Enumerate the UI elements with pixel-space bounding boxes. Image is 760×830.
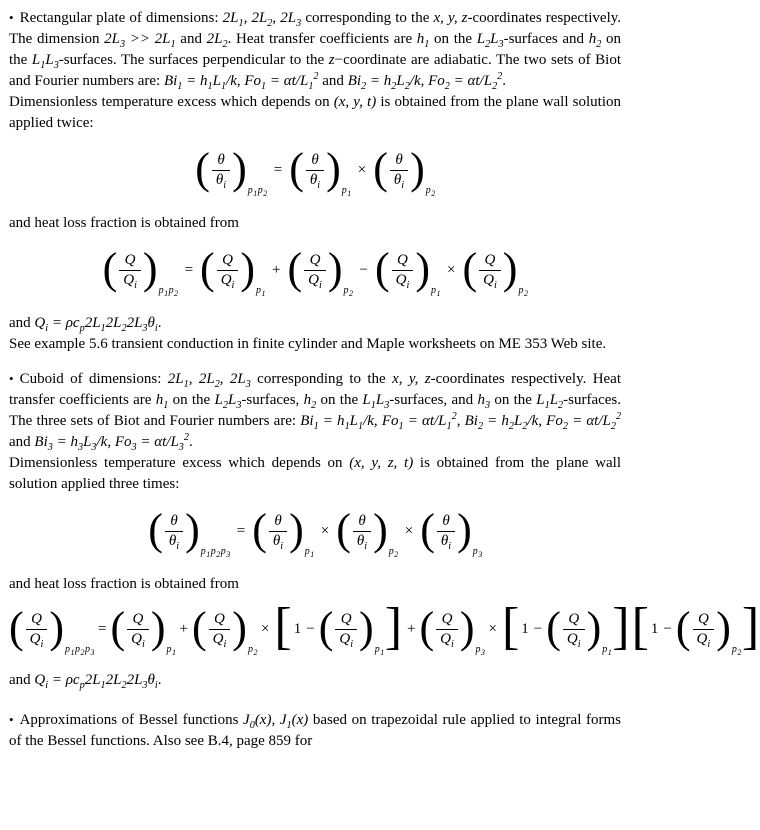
group-subscript: $p_3$: [472, 546, 483, 560]
fraction: [353, 512, 371, 551]
close-paren: ): [410, 143, 425, 193]
close-paren: ): [49, 602, 64, 652]
group-subscript: $p_2$: [425, 185, 436, 199]
numerator: Q: [441, 610, 453, 627]
paragraph-cuboid: [9, 368, 621, 453]
fraction: [392, 251, 414, 290]
equation-theta-product-3: [9, 503, 621, 568]
close-paren: ): [457, 504, 472, 554]
operator: ×: [404, 522, 414, 539]
close-paren: ): [240, 243, 256, 293]
denominator: $Q_i$: [209, 629, 231, 649]
close-paren: ): [142, 243, 158, 293]
numerator: θ: [358, 512, 366, 529]
fraction: [304, 251, 326, 290]
equation-text: 1: [650, 620, 659, 637]
group-subscript: $p_1$: [374, 644, 385, 658]
close-bracket: ]: [384, 598, 403, 656]
group-subscript: $p_1$: [602, 644, 613, 658]
paren-fraction: [462, 243, 529, 299]
close-paren: ): [326, 143, 341, 193]
paren-fraction: [191, 602, 258, 658]
paragraph-text: Dimensionless temperature excess which depends on (x, y, t) is obtained from the plane wall solution applied twice:: [9, 94, 621, 131]
group-subscript: $p_1p_2$: [247, 185, 268, 199]
fraction: [269, 512, 287, 551]
paragraph-text: and heat loss fraction is obtained from: [9, 215, 239, 231]
fraction: [563, 610, 585, 649]
paragraph-rectangular-plate: [9, 7, 621, 92]
open-paren: (: [419, 602, 435, 652]
group-subscript: $p_1$: [304, 546, 315, 560]
operator: ×: [320, 522, 330, 539]
close-paren: ): [716, 602, 731, 652]
operator: +: [407, 620, 416, 637]
equation-heat-loss-2: [9, 242, 621, 307]
open-paren: (: [462, 243, 478, 293]
numerator: θ: [170, 512, 178, 529]
paragraph-qi-definition-2: [9, 670, 621, 691]
bullet-icon: •: [9, 371, 14, 386]
paren-fraction: [110, 602, 177, 658]
group-subscript: $p_2$: [388, 546, 399, 560]
group-subscript: $p_2$: [731, 644, 742, 658]
group-subscript: $p_3$: [475, 644, 486, 658]
paren-fraction: [9, 602, 95, 658]
bullet-icon: •: [9, 10, 14, 25]
denominator: $Q_i$: [563, 629, 585, 649]
operator: +: [179, 620, 188, 637]
fraction: [165, 512, 183, 551]
group-subscript: $p_2$: [247, 644, 258, 658]
close-bracket: ]: [741, 598, 760, 656]
fraction: [693, 610, 715, 649]
operator: =: [236, 522, 246, 539]
open-paren: (: [148, 504, 163, 554]
equation-text: 1: [293, 620, 302, 637]
paren-fraction: [287, 243, 354, 299]
fraction: [127, 610, 149, 649]
close-paren: ): [185, 504, 200, 554]
group-subscript: $p_1p_2$: [158, 285, 179, 299]
denominator: $Q_i$: [26, 629, 48, 649]
close-paren: ): [359, 602, 374, 652]
open-paren: (: [420, 504, 435, 554]
operator: ×: [357, 161, 367, 178]
group-subscript: $p_1$: [341, 185, 352, 199]
close-paren: ): [327, 243, 343, 293]
open-paren: (: [289, 143, 304, 193]
group-subscript: $p_1$: [430, 285, 441, 299]
paragraph-heat-loss-intro-2: [9, 574, 621, 595]
equation-theta-product-2: [9, 142, 621, 207]
numerator: Q: [484, 251, 496, 268]
close-paren: ): [502, 243, 518, 293]
numerator: Q: [132, 610, 144, 627]
numerator: Q: [697, 610, 709, 627]
operator: −: [663, 620, 672, 637]
group-subscript: $p_1p_2p_3$: [65, 644, 95, 658]
fraction: [335, 610, 357, 649]
numerator: Q: [124, 251, 136, 268]
denominator: $Q_i$: [304, 270, 326, 290]
fraction: [306, 151, 324, 190]
denominator: $\theta_i$: [437, 531, 455, 551]
bullet-icon: •: [9, 712, 14, 727]
close-paren: ): [373, 504, 388, 554]
denominator: $Q_i$: [119, 270, 141, 290]
denominator: $\theta_i$: [353, 531, 371, 551]
denominator: $Q_i$: [693, 629, 715, 649]
paren-fraction: [102, 243, 179, 299]
operator: +: [272, 261, 281, 278]
paragraph-text: Approximations of Bessel functions $J_0(x)$, $J_1(x)$ based on trapezoidal rule applied to integral forms of the Bessel functions. Also see B.4, page 859 for: [9, 712, 621, 749]
paragraph-temp-excess-3d: [9, 453, 621, 495]
paragraph-text: See example 5.6 transient conduction in finite cylinder and Maple worksheets on ME 353 Web site.: [9, 336, 607, 352]
open-bracket: [: [501, 598, 520, 656]
open-paren: (: [195, 143, 210, 193]
operator: ×: [488, 620, 497, 637]
group-subscript: $p_1$: [166, 644, 177, 658]
paren-fraction: [546, 602, 613, 658]
operator: =: [273, 161, 283, 178]
close-paren: ): [415, 243, 430, 293]
denominator: $\theta_i$: [269, 531, 287, 551]
open-bracket: [: [631, 598, 649, 656]
paren-fraction: [373, 143, 436, 199]
paragraph-qi-definition-1: [9, 313, 621, 334]
denominator: $Q_i$: [392, 270, 414, 290]
paragraph-text: Dimensionless temperature excess which depends on (x, y, z, t) is obtained from the plane wall solution applied three times:: [9, 455, 622, 492]
operator: =: [184, 261, 194, 278]
paragraph-text: and heat loss fraction is obtained from: [9, 576, 239, 592]
open-paren: (: [252, 504, 267, 554]
fraction: [212, 151, 230, 190]
numerator: Q: [309, 251, 321, 268]
open-bracket: [: [274, 598, 292, 656]
paren-fraction: [318, 602, 385, 658]
operator: −: [306, 620, 315, 637]
denominator: $Q_i$: [127, 629, 149, 649]
numerator: Q: [568, 610, 580, 627]
paragraph-text: and $Q_i = \rho c_p2L_12L_22L_3\theta_i$.: [9, 315, 162, 334]
paren-fraction: [252, 504, 315, 560]
open-paren: (: [191, 602, 207, 652]
close-bracket: ]: [612, 598, 630, 656]
equation-heat-loss-3: [9, 598, 760, 666]
paren-fraction: [148, 504, 231, 560]
numerator: Q: [222, 251, 233, 268]
denominator: $\theta_i$: [165, 531, 183, 551]
paren-fraction: [200, 243, 267, 299]
paragraph-text: and $Q_i = \rho c_p2L_12L_22L_3\theta_i$.: [9, 672, 162, 691]
paren-fraction: [374, 243, 441, 299]
denominator: $\theta_i$: [306, 170, 324, 190]
paren-fraction: [289, 143, 352, 199]
operator: =: [98, 620, 107, 637]
denominator: $\theta_i$: [212, 170, 230, 190]
operator: ×: [446, 261, 456, 278]
operator: −: [533, 620, 543, 637]
numerator: Q: [397, 251, 408, 268]
fraction: [390, 151, 408, 190]
numerator: θ: [311, 151, 319, 168]
close-paren: ): [586, 602, 602, 652]
fraction: [209, 610, 231, 649]
denominator: $Q_i$: [217, 270, 239, 290]
group-subscript: $p_1p_2p_3$: [200, 546, 231, 560]
close-paren: ): [459, 602, 475, 652]
denominator: $Q_i$: [436, 629, 458, 649]
operator: −: [359, 261, 368, 278]
open-paren: (: [373, 143, 388, 193]
denominator: $\theta_i$: [390, 170, 408, 190]
paragraph-see-example: [9, 334, 621, 355]
paren-fraction: [195, 143, 268, 199]
numerator: Q: [340, 610, 352, 627]
open-paren: (: [9, 602, 24, 652]
open-paren: (: [546, 602, 561, 652]
fraction: [217, 251, 239, 290]
open-paren: (: [318, 602, 334, 652]
fraction: [436, 610, 458, 649]
close-paren: ): [232, 602, 247, 652]
paragraph-temp-excess-2d: [9, 92, 621, 134]
numerator: θ: [395, 151, 403, 168]
operator: ×: [260, 620, 270, 637]
open-paren: (: [287, 243, 303, 293]
open-paren: (: [110, 602, 126, 652]
paren-fraction: [419, 602, 486, 658]
group-subscript: $p_1$: [256, 285, 267, 299]
open-paren: (: [336, 504, 351, 554]
group-subscript: $p_2$: [343, 285, 354, 299]
numerator: θ: [217, 151, 225, 168]
close-paren: ): [289, 504, 304, 554]
paragraph-heat-loss-intro-1: [9, 213, 621, 234]
numerator: θ: [442, 512, 450, 529]
close-paren: ): [150, 602, 166, 652]
close-paren: ): [232, 143, 247, 193]
open-paren: (: [374, 243, 390, 293]
open-paren: (: [102, 243, 118, 293]
fraction: [119, 251, 141, 290]
fraction: [26, 610, 48, 649]
numerator: θ: [274, 512, 282, 529]
denominator: $Q_i$: [335, 629, 357, 649]
paragraph-text: Rectangular plate of dimensions: $2L_1$, $2L_2$, $2L_3$ corresponding to the x, y, z-coordinates respectively. The dimension $2L_3 >> 2L_1$ and $2L_2$. Heat transfer coefficients are $h_1$ on the $L_2L_3$-surfaces and $h_2$ on the $L_1L_3$-surfaces. The surfaces perpendicular to the z−coordinate are adiabatic. The two sets of Biot and Fourier numbers are: $Bi_1 = h_1L_1/k$, $Fo_1 = \alpha t/L_1^2$ and $Bi_2 = h_2L_2/k$, $Fo_2 = \alpha t/L_2^2$.: [9, 10, 622, 92]
group-subscript: $p_2$: [518, 285, 529, 299]
paragraph-text: Cuboid of dimensions: $2L_1$, $2L_2$, $2L_3$ corresponding to the x, y, z-coordinates respectively. Heat transfer coefficients are $h_1$ on the $L_2L_3$-surfaces, $h_2$ on the $L_1L_3$-surfaces, and $h_3$ on the $L_1L_2$-surfaces. The three sets of Biot and Fourier numbers are: $Bi_1 = h_1L_1/k$, $Fo_1 = \alpha t/L_1^2$, $Bi_2 = h_2L_2/k$, $Fo_2 = \alpha t/L_2^2$ and $Bi_3 = h_3L_3/k$, $Fo_3 = \alpha t/L_3^2$.: [9, 371, 622, 453]
equation-text: 1: [521, 620, 529, 637]
paren-fraction: [420, 504, 483, 560]
denominator: $Q_i$: [479, 270, 501, 290]
paragraph-bessel-approximations: [9, 709, 621, 752]
open-paren: (: [675, 602, 691, 652]
fraction: [437, 512, 455, 551]
paren-fraction: [675, 602, 742, 658]
open-paren: (: [200, 243, 215, 293]
numerator: Q: [214, 610, 225, 627]
numerator: Q: [31, 610, 42, 627]
fraction: [479, 251, 501, 290]
paren-fraction: [336, 504, 399, 560]
